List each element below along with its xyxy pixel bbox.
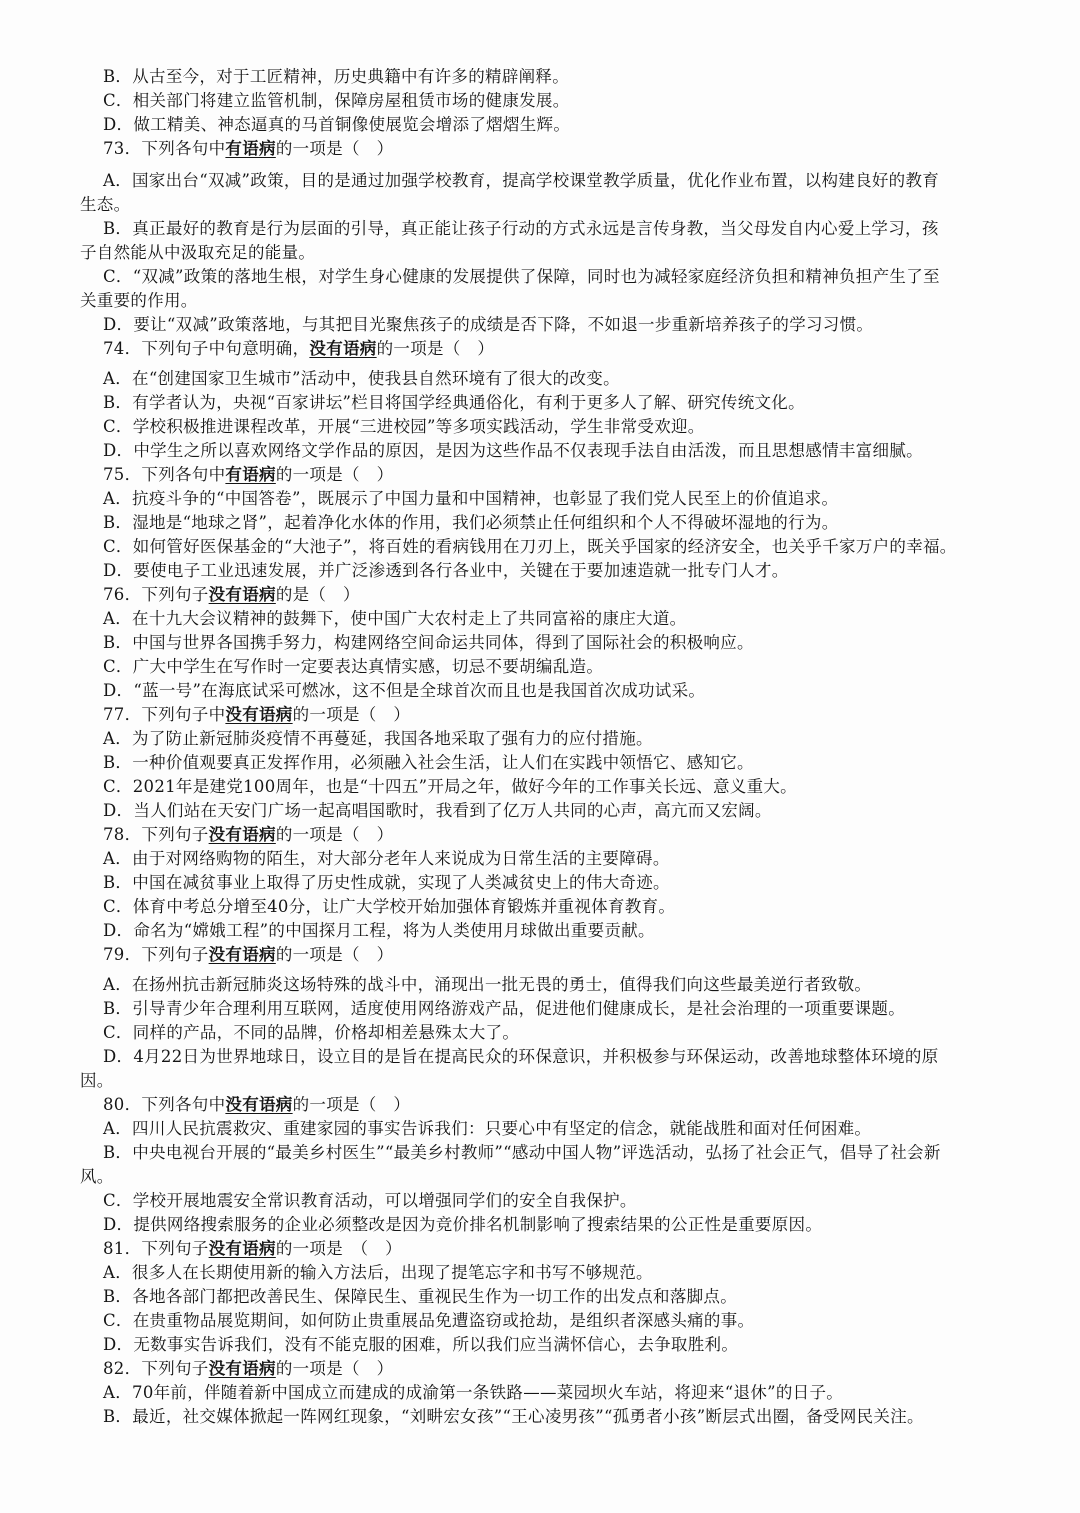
stem-text: 的一项是（ ） <box>292 705 411 724</box>
text-line: A．国家出台“双减”政策，目的是通过加强学校教育，提高学校课堂教学质量，优化作业布置，以构建良好的教育 <box>103 171 940 190</box>
stem-text: 73．下列各句中 <box>103 139 226 158</box>
stem-text: 的一项是（ ） <box>275 825 394 844</box>
text-line: C．“双减”政策的落地生根，对学生身心健康的发展提供了保障，同时也为减轻家庭经济负担和精神负担产生了至 <box>103 267 940 286</box>
text-line: 子自然能从中汲取充足的能量。 <box>80 243 316 262</box>
text-line: C．在贵重物品展览期间，如何防止贵重展品免遭盗窃或抢劫，是组织者深感头痛的事。 <box>103 1311 755 1330</box>
stem-text: 的一项是 （ ） <box>275 1239 402 1258</box>
text-line: C．体育中考总分增至40分，让广大学校开始加强体育锻炼并重视体育教育。 <box>103 897 676 916</box>
text-line: D．命名为“嫦娥工程”的中国探月工程，将为人类使用月球做出重要贡献。 <box>103 921 655 940</box>
stem-text: 78．下列句子 <box>103 825 209 844</box>
text-line: A．在扬州抗击新冠肺炎这场特殊的战斗中，涌现出一批无畏的勇士，值得我们向这些最美逆行者致敬。 <box>103 975 872 994</box>
text-line: D．提供网络搜索服务的企业必须整改是因为竞价排名机制影响了搜索结果的公正性是重要原因。 <box>103 1215 823 1234</box>
text-line: D．当人们站在天安门广场一起高唱国歌时，我看到了亿万人共同的心声，高亢而又宏阔。 <box>103 801 772 820</box>
emphasis-keyword: 没有语病 <box>208 1239 276 1258</box>
stem-text: 81．下列句子 <box>103 1239 209 1258</box>
stem-text: 76．下列句子 <box>103 585 209 604</box>
text-line: D．“蓝一号”在海底试采可燃冰，这不但是全球首次而且也是我国首次成功试采。 <box>103 681 706 700</box>
text-line: D．无数事实告诉我们，没有不能克服的困难，所以我们应当满怀信心，去争取胜利。 <box>103 1335 739 1354</box>
emphasis-keyword: 没有语病 <box>208 1359 276 1378</box>
emphasis-keyword: 没有语病 <box>225 1095 293 1114</box>
text-line: C．同样的产品，不同的品牌，价格却相差悬殊太大了。 <box>103 1023 520 1042</box>
text-line: B．一种价值观要真正发挥作用，必须融入社会生活，让人们在实践中领悟它、感知它。 <box>103 753 754 772</box>
text-line: A．在十九大会议精神的鼓舞下，使中国广大农村走上了共同富裕的康庄大道。 <box>103 609 687 628</box>
text-line: 生态。 <box>80 195 131 214</box>
question-stem <box>103 1238 402 1260</box>
text-line: D．4月22日为世界地球日，设立目的是旨在提高民众的环保意识，并积极参与环保运动，改善地球整体环境的原 <box>103 1047 939 1066</box>
emphasis-keyword: 没有语病 <box>208 585 276 604</box>
text-line: D．做工精美、神态逼真的马首铜像使展览会增添了熠熠生辉。 <box>103 115 571 134</box>
text-line: A．四川人民抗震救灾、重建家园的事实告诉我们：只要心中有坚定的信念，就能战胜和面对任何困难。 <box>103 1119 872 1138</box>
stem-text: 的一项是（ ） <box>275 465 394 484</box>
question-stem <box>103 1094 410 1116</box>
emphasis-keyword: 有语病 <box>225 139 276 158</box>
text-line: B．最近，社交媒体掀起一阵网红现象，“刘畊宏女孩”“王心凌男孩”“孤勇者小孩”断层式出圈，备受网民关注。 <box>103 1407 924 1426</box>
text-line: A．70年前，伴随着新中国成立而建成的成渝第一条铁路——菜园坝火车站，将迎来“退休”的日子。 <box>103 1383 844 1402</box>
text-line: C．2021年是建党100周年，也是“十四五”开局之年，做好今年的工作事关长远、意义重大。 <box>103 777 797 796</box>
stem-text: 的是（ ） <box>275 585 360 604</box>
emphasis-keyword: 有语病 <box>225 465 276 484</box>
question-stem <box>103 464 393 486</box>
text-line: B．引导青少年合理利用互联网，适度使用网络游戏产品，促进他们健康成长，是社会治理的一项重要课题。 <box>103 999 906 1018</box>
stem-text: 的一项是（ ） <box>275 139 394 158</box>
emphasis-keyword: 没有语病 <box>225 705 293 724</box>
text-line: D．中学生之所以喜欢网络文学作品的原因，是因为这些作品不仅表现手法自由活泼，而且思想感情丰富细腻。 <box>103 441 923 460</box>
text-line: B．真正最好的教育是行为层面的引导，真正能让孩子行动的方式永远是言传身教，当父母发自内心爱上学习，孩 <box>103 219 939 238</box>
text-line: A．由于对网络购物的陌生，对大部分老年人来说成为日常生活的主要障碍。 <box>103 849 670 868</box>
text-line: C．如何管好医保基金的“大池子”，将百姓的看病钱用在刀刃上，既关乎国家的经济安全，也关乎千家万户的幸福。 <box>103 537 957 556</box>
emphasis-keyword: 没有语病 <box>309 339 377 358</box>
text-line: B．中国与世界各国携手努力，构建网络空间命运共同体，得到了国际社会的积极响应。 <box>103 633 754 652</box>
stem-text: 的一项是（ ） <box>275 1359 394 1378</box>
question-stem <box>103 944 393 966</box>
emphasis-keyword: 没有语病 <box>208 945 276 964</box>
stem-text: 的一项是（ ） <box>376 339 495 358</box>
stem-text: 79．下列句子 <box>103 945 209 964</box>
text-line: C．相关部门将建立监管机制，保障房屋租赁市场的健康发展。 <box>103 91 570 110</box>
text-line: D．要使电子工业迅速发展，并广泛渗透到各行各业中，关键在于要加速造就一批专门人才。 <box>103 561 789 580</box>
text-line: 风。 <box>80 1167 114 1186</box>
stem-text: 的一项是（ ） <box>275 945 394 964</box>
question-stem <box>103 824 393 846</box>
question-stem <box>103 584 360 606</box>
text-line: D．要让“双减”政策落地，与其把目光聚焦孩子的成绩是否下降，不如退一步重新培养孩子的学习习惯。 <box>103 315 874 334</box>
question-stem <box>103 704 410 726</box>
text-line: 关重要的作用。 <box>80 291 198 310</box>
text-line: C．学校开展地震安全常识教育活动，可以增强同学们的安全自我保护。 <box>103 1191 637 1210</box>
stem-text: 80．下列各句中 <box>103 1095 226 1114</box>
text-line: A．在“创建国家卫生城市”活动中，使我县自然环境有了很大的改变。 <box>103 369 620 388</box>
text-line: C．广大中学生在写作时一定要表达真情实感，切忌不要胡编乱造。 <box>103 657 604 676</box>
text-line: A．很多人在长期使用新的输入方法后，出现了提笔忘字和书写不够规范。 <box>103 1263 653 1282</box>
stem-text: 的一项是（ ） <box>292 1095 411 1114</box>
question-stem <box>103 138 393 160</box>
stem-text: 75．下列各句中 <box>103 465 226 484</box>
stem-text: 82．下列句子 <box>103 1359 209 1378</box>
text-line: B．各地各部门都把改善民生、保障民生、重视民生作为一切工作的出发点和落脚点。 <box>103 1287 738 1306</box>
text-line: B．中央电视台开展的“最美乡村医生”“最美乡村教师”“感动中国人物”评选活动，弘扬了社会正气，倡导了社会新 <box>103 1143 941 1162</box>
text-line: C．学校积极推进课程改革，开展“三进校园”等多项实践活动，学生非常受欢迎。 <box>103 417 705 436</box>
question-stem <box>103 1358 393 1380</box>
text-line: B．有学者认为，央视“百家讲坛”栏目将国学经典通俗化，有利于更多人了解、研究传统文化。 <box>103 393 805 412</box>
text-line: 因。 <box>80 1071 114 1090</box>
text-line: A．为了防止新冠肺炎疫情不再蔓延，我国各地采取了强有力的应付措施。 <box>103 729 653 748</box>
text-line: B．中国在减贫事业上取得了历史性成就，实现了人类减贫史上的伟大奇迹。 <box>103 873 670 892</box>
stem-text: 74．下列句子中句意明确， <box>103 339 310 358</box>
text-line: B．湿地是“地球之肾”，起着净化水体的作用，我们必须禁止任何组织和个人不得破坏湿地的行为。 <box>103 513 839 532</box>
stem-text: 77．下列句子中 <box>103 705 226 724</box>
text-line: A．抗疫斗争的“中国答卷”，既展示了中国力量和中国精神，也彰显了我们党人民至上的价值追求。 <box>103 489 839 508</box>
emphasis-keyword: 没有语病 <box>208 825 276 844</box>
text-line: B．从古至今，对于工匠精神，历史典籍中有许多的精辟阐释。 <box>103 67 570 86</box>
question-stem <box>103 338 494 360</box>
